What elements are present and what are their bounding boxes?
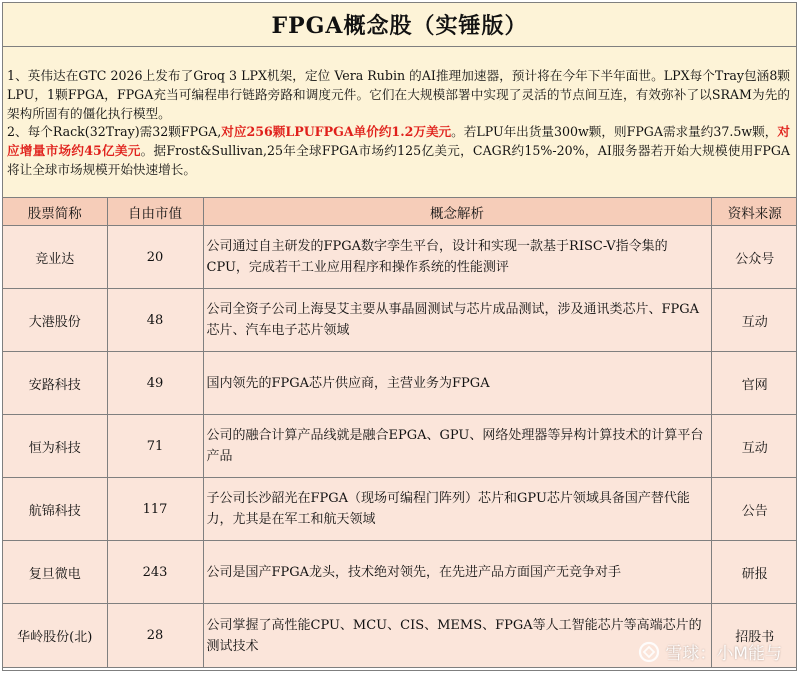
market-cap: 71 [107, 415, 203, 478]
intro-paragraph-2 [7, 123, 790, 179]
header-source: 资料来源 [711, 198, 797, 226]
market-cap: 243 [107, 541, 203, 604]
table-row [3, 478, 797, 541]
market-cap: 49 [107, 352, 203, 415]
stock-name: 大港股份 [3, 289, 107, 352]
table-row [3, 541, 797, 604]
concept-desc: 国内领先的FPGA芯片供应商，主营业务为FPGA [203, 352, 711, 415]
snowball-logo-icon [638, 641, 660, 663]
intro-p2-text-a: 2、每个Rack(32Tray)需32颗FPGA, [7, 124, 222, 140]
stock-table [3, 198, 797, 668]
stock-name: 恒为科技 [3, 415, 107, 478]
watermark [638, 639, 782, 664]
stock-name: 航锦科技 [3, 478, 107, 541]
stock-name: 安路科技 [3, 352, 107, 415]
market-cap: 117 [107, 478, 203, 541]
stock-name: 华岭股份(北) [3, 604, 107, 668]
table-row [3, 415, 797, 478]
market-cap: 28 [107, 604, 203, 668]
stock-name: 复旦微电 [3, 541, 107, 604]
stock-name: 竞业达 [3, 226, 107, 289]
concept-desc: 公司通过自主研发的FPGA数字孪生平台，设计和实现一款基于RISC-V指令集的CPU，完成若干工业应用程序和操作系统的性能测评 [203, 226, 711, 289]
header-stock-name: 股票简称 [3, 198, 107, 226]
intro-p2-highlight-1: 对应256颗LPUFPGA单价约1.2万美元 [221, 124, 452, 140]
spreadsheet [2, 2, 797, 671]
intro-paragraph-1: 1、英伟达在GTC 2026上发布了Groq 3 LPX机架，定位 Vera Rubin 的AI推理加速器，预计将在今年下半年面世。LPX每个Tray包涵8颗LPU，1颗FPGA，FPGA充当可编程串行链路旁路和调度元件。它们在大规模部署中实现了灵活的节点间互连，有效弥补了以SRAM为先的架构所固有的僵化执行模型。 [7, 68, 790, 121]
table-row [3, 226, 797, 289]
source: 招股书 [711, 604, 797, 668]
table-header-row [3, 198, 797, 226]
source: 公众号 [711, 226, 797, 289]
source: 互动 [711, 415, 797, 478]
intro-p2-text-c: 。据Frost&Sullivan,25年全球FPGA市场约125亿美元，CAGR约15%-20%，AI服务器若开始大规模使用FPGA将让全球市场规模开始快速增长。 [7, 143, 790, 177]
concept-desc: 公司掌握了高性能CPU、MCU、CIS、MEMS、FPGA等人工智能芯片等高端芯片的测试技术 [203, 604, 711, 668]
concept-desc: 公司是国产FPGA龙头，技术绝对领先，在先进产品方面国产无竞争对手 [203, 541, 711, 604]
market-cap: 20 [107, 226, 203, 289]
watermark-text: 雪球：小M能与 [665, 644, 782, 664]
market-cap: 48 [107, 289, 203, 352]
intro-p2-text-b: 。若LPU年出货量300w颗，则FPGA需求量约37.5w颗， [451, 124, 778, 140]
table-row [3, 352, 797, 415]
intro-block [3, 47, 796, 198]
source: 研报 [711, 541, 797, 604]
source: 互动 [711, 289, 797, 352]
intro-p2-highlight-2: 对应增量市场约45亿美元 [7, 124, 790, 159]
source: 官网 [711, 352, 797, 415]
concept-desc: 公司全资子公司上海旻艾主要从事晶圆测试与芯片成品测试，涉及通讯类芯片、FPGA芯片、汽车电子芯片领域 [203, 289, 711, 352]
header-concept: 概念解析 [203, 198, 711, 226]
concept-desc: 子公司长沙韶光在FPGA（现场可编程门阵列）芯片和GPU芯片领域具备国产替代能力，尤其是在军工和航天领域 [203, 478, 711, 541]
table-row [3, 289, 797, 352]
header-market-cap: 自由市值 [107, 198, 203, 226]
source: 公告 [711, 478, 797, 541]
page-title: FPGA概念股（实锤版） [3, 3, 796, 47]
concept-desc: 公司的融合计算产品线就是融合EPGA、GPU、网络处理器等异构计算技术的计算平台产品 [203, 415, 711, 478]
